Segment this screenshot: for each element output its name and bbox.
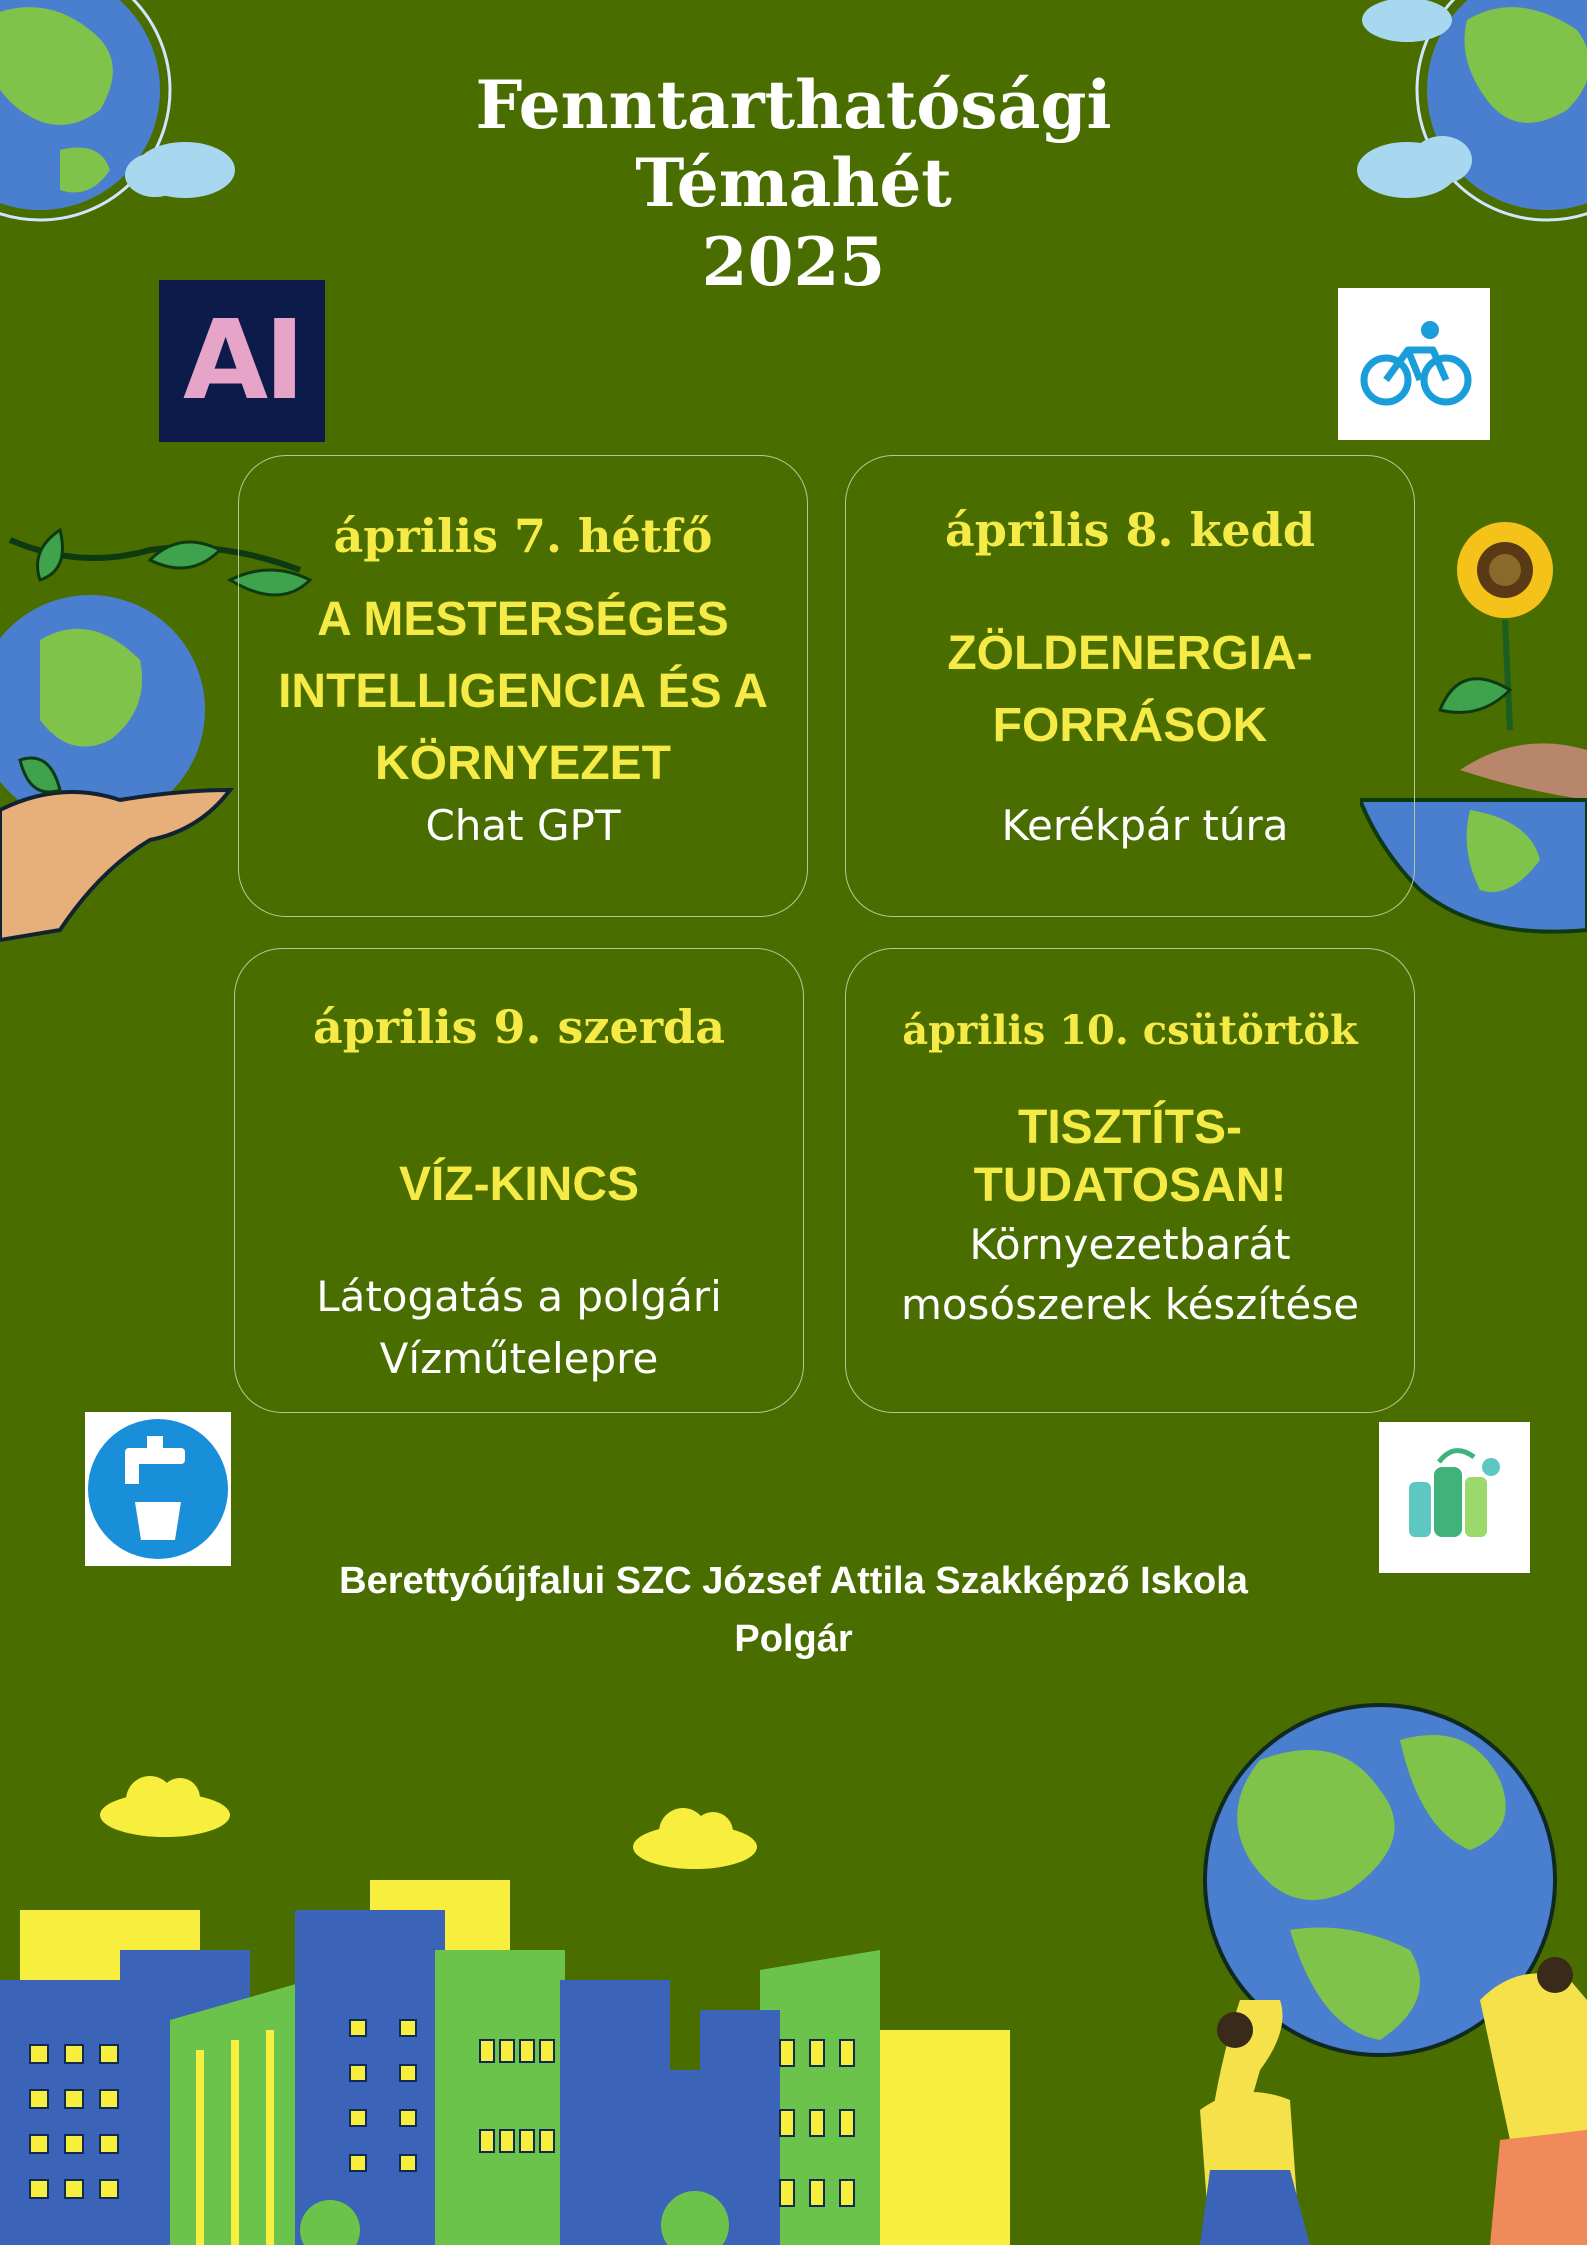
ai-logo [159, 280, 325, 442]
ai-logo-text: AI [182, 296, 302, 424]
event-topic-line: FORRÁSOK [992, 699, 1268, 752]
event-card-wednesday [234, 948, 804, 1413]
page-title-line2: Témahét [635, 144, 952, 222]
event-topic-line: VÍZ-KINCS [399, 1158, 639, 1211]
event-subtitle: Chat GPT [425, 801, 621, 850]
city-icon [0, 1870, 1050, 2245]
cloud-icon [628, 1802, 763, 1872]
event-topic-line: A MESTERSÉGES [317, 593, 729, 646]
event-topic-line: TISZTÍTS- [1018, 1101, 1242, 1154]
event-date: április 7. hétfő [333, 509, 713, 563]
people-holding-globe-icon [1180, 1700, 1587, 2245]
event-topic-line: INTELLIGENCIA ÉS A [278, 665, 768, 718]
school-name-line2: Polgár [734, 1618, 853, 1660]
bicycle-icon [1338, 288, 1490, 440]
event-subtitle: mosószerek készítése [900, 1280, 1360, 1329]
event-subtitle: Vízműtelepre [379, 1334, 659, 1383]
eco-bottles-icon [1379, 1422, 1530, 1573]
faucet-icon [85, 1412, 231, 1566]
school-name-line1: Berettyóújfalui SZC József Attila Szakképző Iskola [339, 1560, 1248, 1602]
event-subtitle: Látogatás a polgári [316, 1272, 722, 1321]
event-date: április 9. szerda [312, 1000, 726, 1054]
page-title-line1: Fenntarthatósági [475, 66, 1112, 144]
event-topic-line: ZÖLDENERGIA- [947, 627, 1313, 680]
event-card-tuesday [845, 455, 1415, 917]
event-subtitle: Környezetbarát [969, 1220, 1291, 1269]
event-card-monday [238, 455, 808, 917]
event-date: április 10. csütörtök [902, 1007, 1358, 1054]
event-subtitle: Kerékpár túra [1001, 801, 1289, 850]
cloud-icon [95, 1770, 235, 1840]
event-date: április 8. kedd [944, 503, 1316, 557]
page-title-year: 2025 [701, 223, 886, 301]
event-card-thursday [845, 948, 1415, 1413]
event-topic-line: TUDATOSAN! [973, 1159, 1287, 1212]
event-topic-line: KÖRNYEZET [374, 737, 671, 790]
